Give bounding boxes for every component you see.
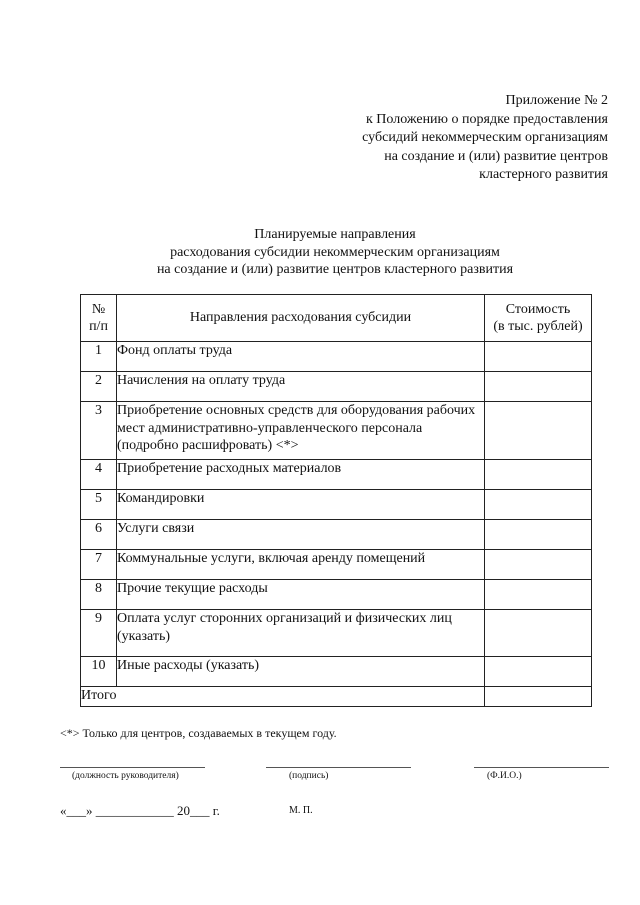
row-cost[interactable] [485,372,592,402]
row-cost[interactable] [485,550,592,580]
table-row [81,372,592,402]
table-row [81,342,592,372]
row-direction: Коммунальные услуги, включая аренду помещений [117,550,485,580]
row-cost[interactable] [485,342,592,372]
row-number: 4 [81,460,117,490]
row-cost[interactable] [485,490,592,520]
row-cost[interactable] [485,610,592,657]
total-label: Итого [81,687,485,707]
name-signature-line[interactable] [474,767,609,768]
footnote: <*> Только для центров, создаваемых в текущем году. [60,726,337,740]
table-row [81,610,592,657]
table-row [81,550,592,580]
row-number: 9 [81,610,117,657]
row-cost[interactable] [485,460,592,490]
total-row [81,687,592,707]
table-row [81,490,592,520]
document-title [80,226,590,279]
appendix-line: Приложение № 2 [505,93,608,108]
signature-caption: (подпись) [289,771,329,781]
row-cost[interactable] [485,657,592,687]
row-number: 5 [81,490,117,520]
name-caption: (Ф.И.О.) [487,771,522,781]
row-number: 8 [81,580,117,610]
row-number: 3 [81,402,117,460]
date-field[interactable]: «___» ____________ 20___ г. [60,803,220,818]
row-direction: Прочие текущие расходы [117,580,485,610]
row-direction: Оплата услуг сторонних организаций и физических лиц (указать) [117,610,485,657]
header-number-symbol: № [91,301,106,317]
row-direction: Начисления на оплату труда [117,372,485,402]
row-direction: Приобретение расходных материалов [117,460,485,490]
table-row [81,580,592,610]
table-header-row [81,295,592,342]
title-line: на создание и (или) развитие центров кластерного развития [156,262,514,277]
title-line: Планируемые направления [254,227,416,242]
signature-line[interactable] [266,767,411,768]
row-number: 10 [81,657,117,687]
position-caption: (должность руководителя) [72,771,179,781]
position-signature-line[interactable] [60,767,205,768]
header-direction: Направления расходования субсидии [117,295,485,342]
row-number: 2 [81,372,117,402]
table-row [81,402,592,460]
row-cost[interactable] [485,402,592,460]
appendix-line: на создание и (или) развитие центров [384,148,608,164]
total-value[interactable] [485,687,592,707]
appendix-line: субсидий некоммерческим организациям [362,130,608,145]
row-direction: Фонд оплаты труда [117,342,485,372]
row-number: 1 [81,342,117,372]
header-number [81,295,117,342]
row-direction: Иные расходы (указать) [117,657,485,687]
row-direction: Услуги связи [117,520,485,550]
row-number: 7 [81,550,117,580]
appendix-line: к Положению о порядке предоставления [366,111,608,127]
row-direction: Приобретение основных средств для оборудования рабочих мест административно-управленческого персонала (подробно расшифровать) <*> [117,402,485,460]
row-cost[interactable] [485,520,592,550]
title-line: расходования субсидии некоммерческим организациям [170,244,500,260]
row-number: 6 [81,520,117,550]
header-cost-title: Стоимость [505,301,571,317]
header-cost [485,295,592,342]
table-row [81,657,592,687]
expenditure-table [80,294,592,707]
table-row [81,460,592,490]
header-number-abbr: п/п [89,319,108,334]
appendix-line: кластерного развития [479,167,608,182]
table-row [81,520,592,550]
row-cost[interactable] [485,580,592,610]
row-direction: Командировки [117,490,485,520]
header-cost-unit: (в тыс. рублей) [493,319,583,334]
appendix-header [288,92,608,185]
stamp-place-label: М. П. [289,805,313,816]
